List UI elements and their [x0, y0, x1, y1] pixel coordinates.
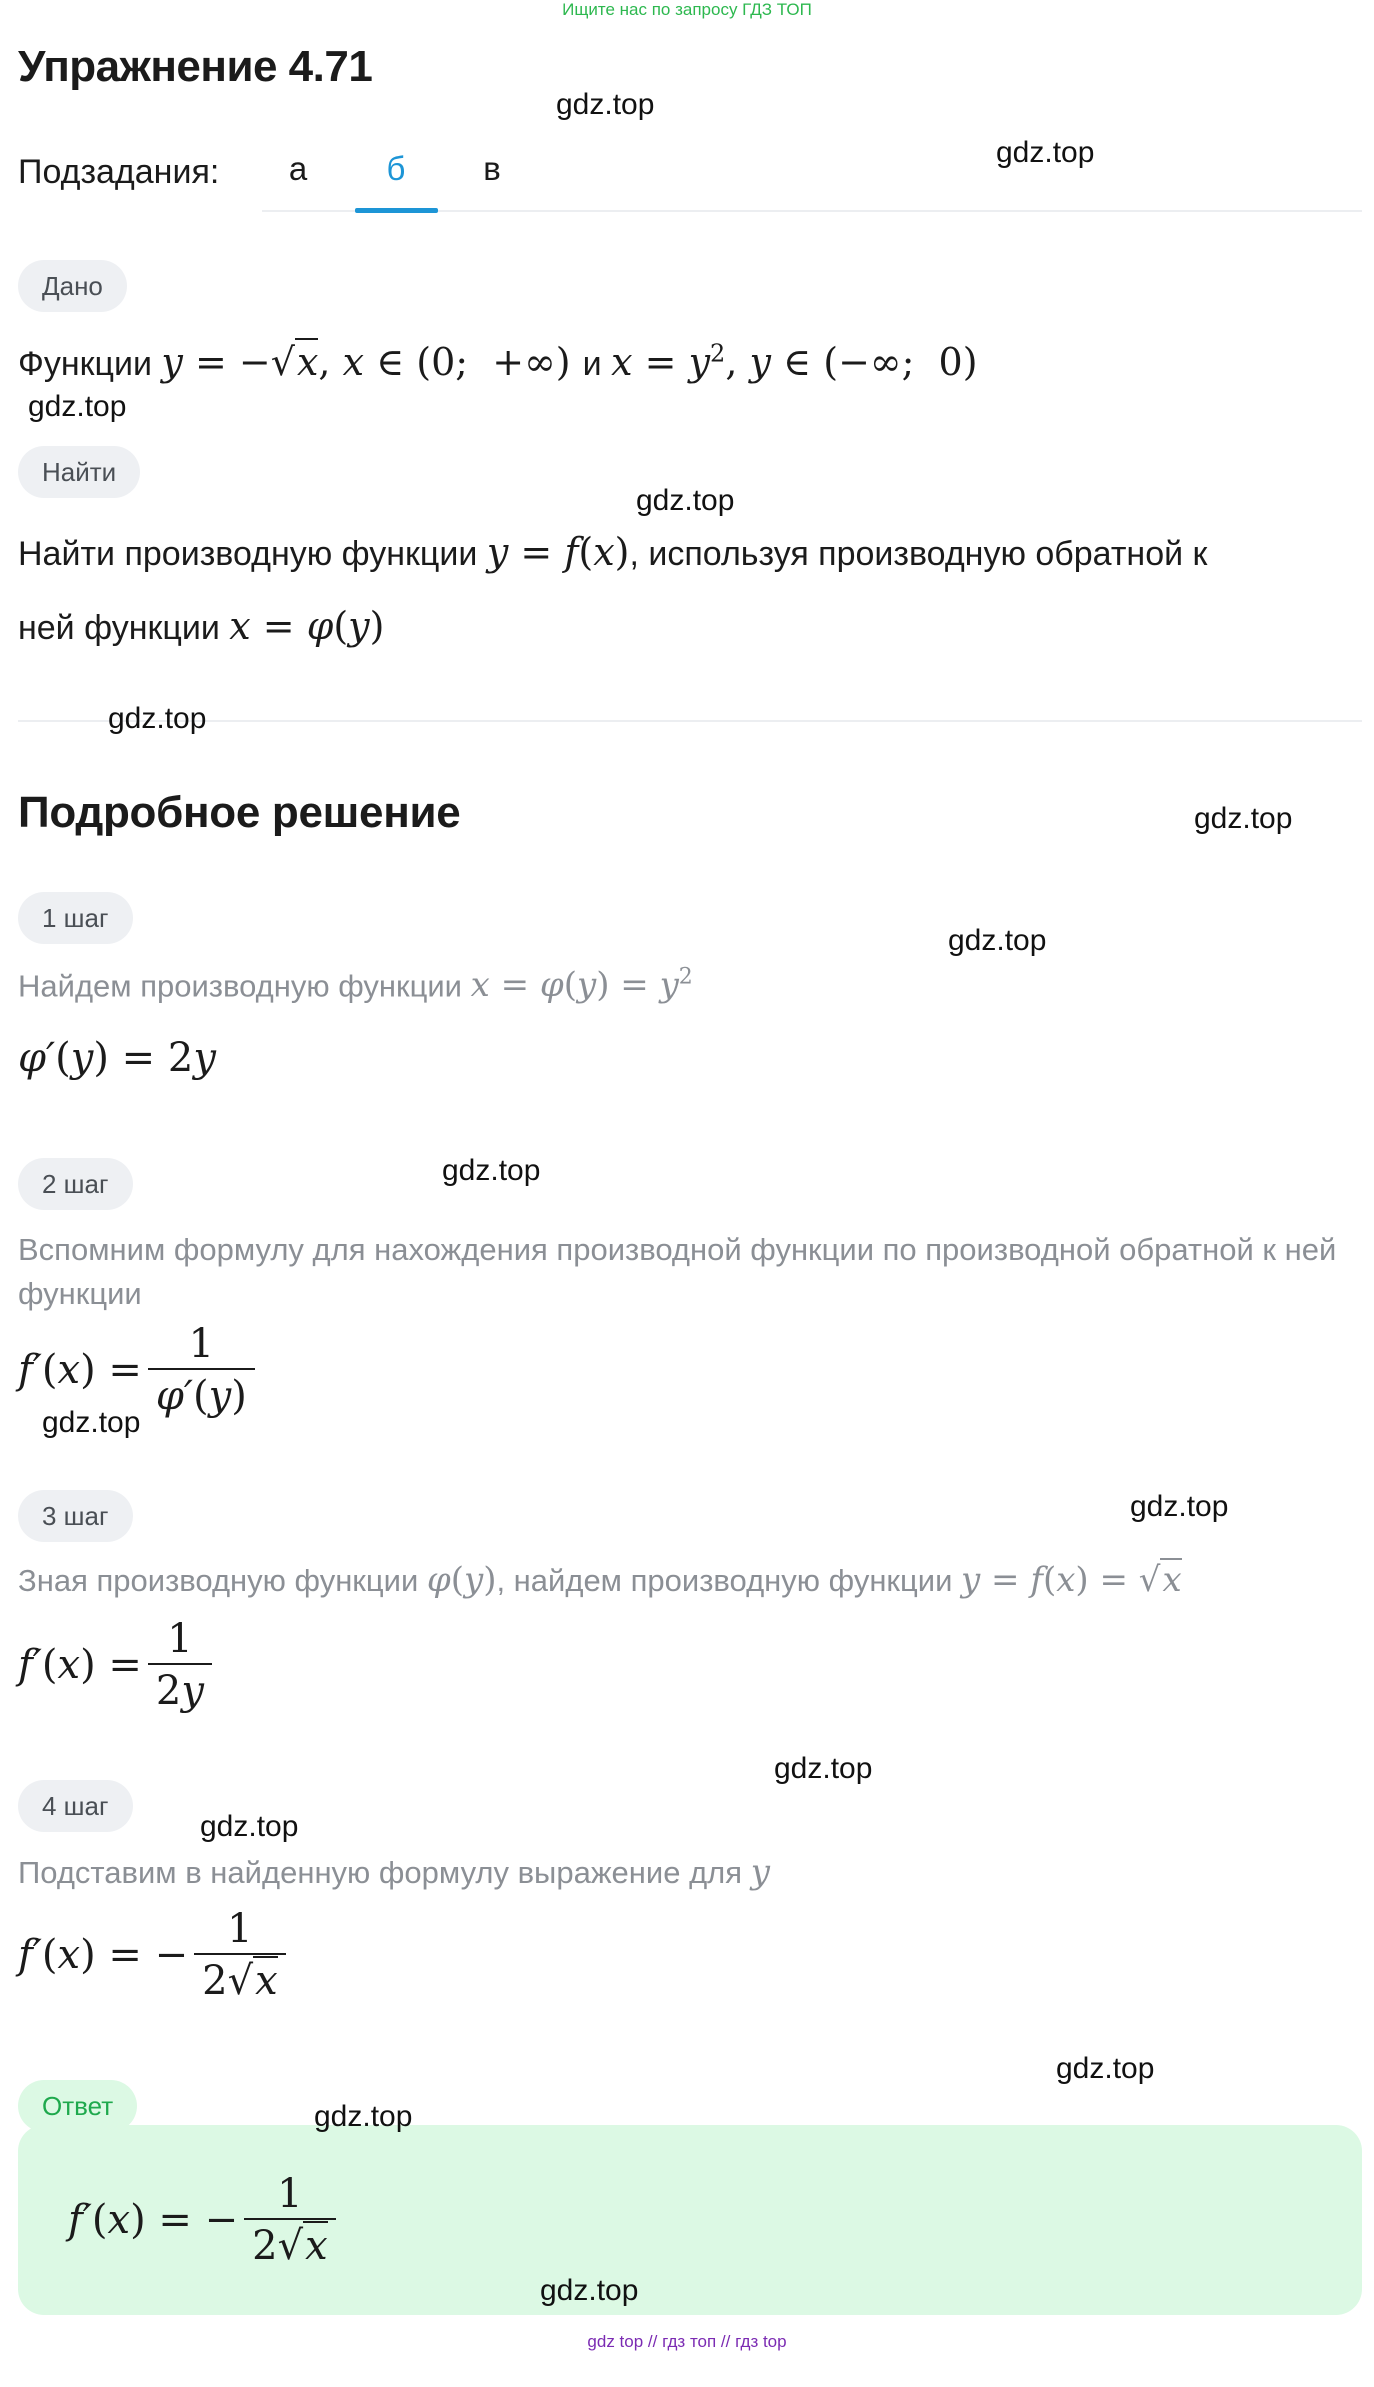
tab-b[interactable]: б	[386, 150, 406, 187]
answer-badge: Ответ	[18, 2080, 137, 2132]
bottom-links[interactable]: gdz top // гдз топ // гдз top	[587, 2332, 787, 2351]
step-4-inline-formula: y	[750, 1852, 770, 1892]
watermark: gdz.top	[28, 390, 127, 423]
top-note: Ищите нас по запросу ГДЗ ТОП	[562, 0, 812, 19]
find-text-part1: Найти производную функции	[18, 535, 478, 573]
step-3-text	[18, 1560, 1182, 1600]
step-4-badge: 4 шаг	[18, 1780, 133, 1832]
page-title: Упражнение 4.71	[18, 42, 373, 91]
step-1-inline-formula: $x = \varphi(y) = y^2$	[470, 965, 693, 1006]
step-1-text	[18, 965, 693, 1005]
step-4-text-label: Подставим в найденную формулу выражение для	[18, 1855, 743, 1890]
step-2-text: Вспомним формулу для нахождения производной функции по производной обратной к ней функции	[18, 1232, 1337, 1311]
watermark: gdz.top	[774, 1752, 873, 1785]
step-1-badge: 1 шаг	[18, 892, 133, 944]
find-badge: Найти	[18, 446, 140, 498]
given-conjunction: и	[582, 345, 602, 383]
step-4-text	[18, 1852, 770, 1892]
watermark: gdz.top	[314, 2100, 413, 2133]
given-formula-2: $x = y^2$, y ∈ (−∞; 0)	[611, 339, 978, 384]
find-text-part3: ней функции	[18, 609, 220, 647]
section-divider	[18, 720, 1362, 722]
watermark: gdz.top	[200, 1810, 299, 1843]
step-3-badge: 3 шаг	[18, 1490, 133, 1542]
active-tab-indicator	[355, 208, 438, 213]
watermark: gdz.top	[540, 2274, 639, 2307]
watermark: gdz.top	[1056, 2052, 1155, 2085]
step-3-inline-formula-2: y = f(x) = √x	[961, 1560, 1182, 1600]
step-3-formula: f′ ( x ) = $\frac{1}{2y}$	[18, 1615, 218, 1715]
tab-v[interactable]: в	[483, 150, 501, 187]
find-formula-1: y = f(x)	[486, 530, 630, 574]
step-3-text-part1: Зная производную функции	[18, 1563, 419, 1598]
find-text-part2: , используя производную обратной к	[629, 535, 1208, 573]
step-2-formula: f′ ( x ) = $\frac{1}{\varphi'(y)}$	[18, 1320, 261, 1420]
tab-a[interactable]: а	[288, 150, 308, 187]
find-formula-2: x = φ(y)	[229, 604, 385, 648]
watermark: gdz.top	[556, 88, 655, 121]
answer-formula: f′ ( x ) = − $\frac{1}{2√x}$	[68, 2170, 342, 2270]
answer-box	[18, 2125, 1362, 2315]
watermark: gdz.top	[1194, 802, 1293, 835]
watermark: gdz.top	[442, 1154, 541, 1187]
watermark: gdz.top	[996, 136, 1095, 169]
step-3-text-part2: , найдем производную функции	[496, 1563, 953, 1598]
watermark: gdz.top	[636, 484, 735, 517]
given-badge: Дано	[18, 260, 127, 312]
subtasks-label: Подзадания:	[18, 153, 220, 191]
step-3-inline-formula-1: φ(y)	[426, 1560, 497, 1600]
step-4-formula: f′ ( x ) = − $\frac{1}{2√x}$	[18, 1905, 292, 2005]
step-2-badge: 2 шаг	[18, 1158, 133, 1210]
step-1-formula: φ′ ( y ) = 2 y	[18, 1035, 216, 1081]
given-text	[18, 334, 978, 391]
given-prefix: Функции	[18, 345, 152, 383]
watermark: gdz.top	[42, 1406, 141, 1439]
watermark: gdz.top	[1130, 1490, 1229, 1523]
find-text	[18, 516, 1358, 664]
watermark: gdz.top	[948, 924, 1047, 957]
given-formula-1: y = −√x, x ∈ (0; +∞)	[161, 340, 571, 384]
solution-heading: Подробное решение	[18, 788, 461, 837]
watermark: gdz.top	[108, 702, 207, 735]
step-1-text-label: Найдем производную функции	[18, 968, 462, 1004]
